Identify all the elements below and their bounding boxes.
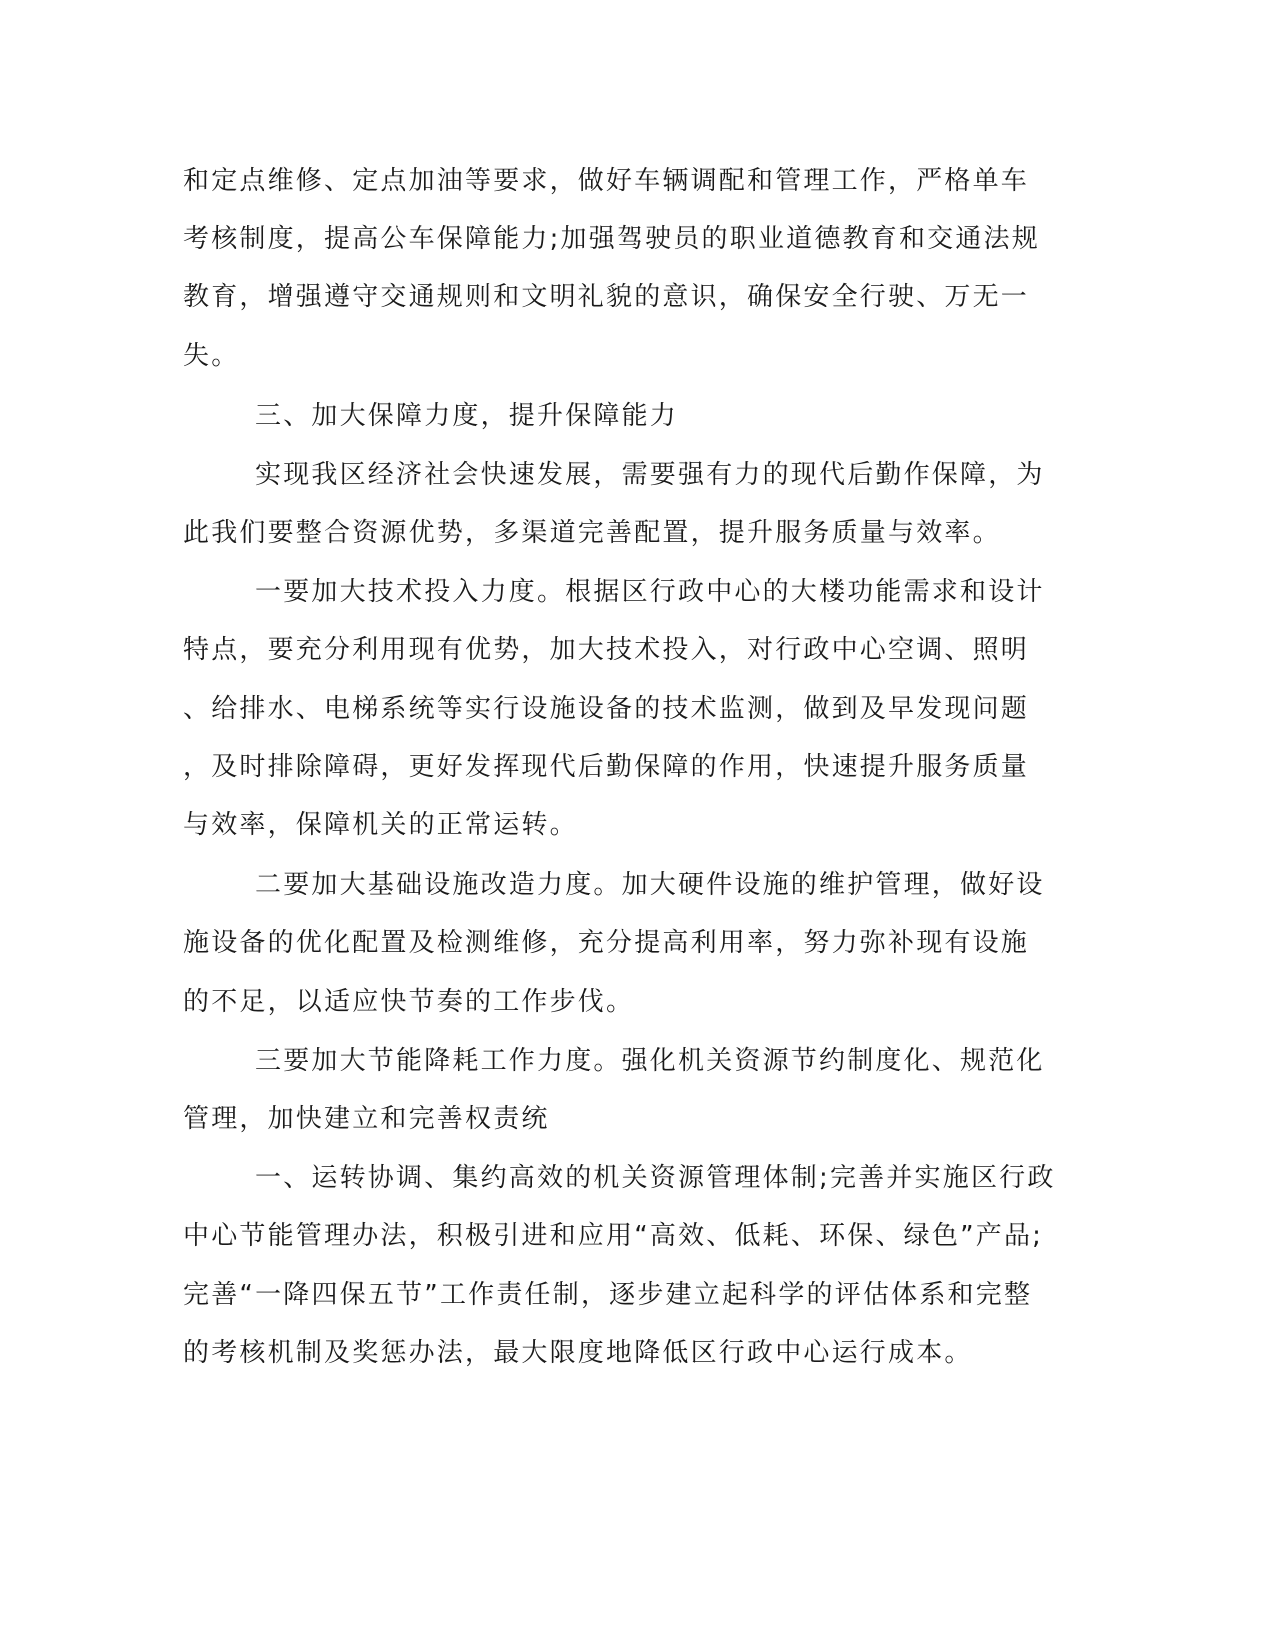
- text-line: 一要加大技术投入力度。根据区行政中心的大楼功能需求和设计: [255, 577, 1045, 607]
- text-line: 中心节能管理办法，积极引进和应用“高效、低耗、环保、绿色”产品;: [183, 1221, 1044, 1251]
- text-line: 施设备的优化配置及检测维修，充分提高利用率，努力弥补现有设施: [183, 928, 1030, 958]
- text-line: 与效率，保障机关的正常运转。: [183, 810, 578, 840]
- text-line: 失。: [183, 341, 240, 371]
- text-line: 的考核机制及奖惩办法，最大限度地降低区行政中心运行成本。: [183, 1338, 973, 1368]
- text-line: 和定点维修、定点加油等要求，做好车辆调配和管理工作，严格单车: [183, 166, 1030, 196]
- text-line: ，及时排除障碍，更好发挥现代后勤保障的作用，快速提升服务质量: [183, 752, 1030, 782]
- text-line: 完善“一降四保五节”工作责任制，逐步建立起科学的评估体系和完整: [183, 1280, 1033, 1310]
- text-line: 教育，增强遵守交通规则和文明礼貌的意识，确保安全行驶、万无一: [183, 282, 1030, 312]
- text-line: 实现我区经济社会快速发展，需要强有力的现代后勤作保障，为: [255, 460, 1045, 490]
- section-heading: 三、加大保障力度，提升保障能力: [255, 401, 679, 431]
- text-line: 、给排水、电梯系统等实行设施设备的技术监测，做到及早发现问题: [183, 694, 1030, 724]
- text-line: 的不足，以适应快节奏的工作步伐。: [183, 987, 635, 1017]
- text-line: 此我们要整合资源优势，多渠道完善配置，提升服务质量与效率。: [183, 518, 1001, 548]
- text-line: 管理，加快建立和完善权责统: [183, 1104, 550, 1134]
- text-line: 一、运转协调、集约高效的机关资源管理体制;完善并实施区行政: [255, 1163, 1056, 1193]
- text-line: 二要加大基础设施改造力度。加大硬件设施的维护管理，做好设: [255, 870, 1045, 900]
- text-line: 特点，要充分利用现有优势，加大技术投入，对行政中心空调、照明: [183, 635, 1030, 665]
- text-line: 考核制度，提高公车保障能力;加强驾驶员的职业道德教育和交通法规: [183, 224, 1040, 254]
- text-line: 三要加大节能降耗工作力度。强化机关资源节约制度化、规范化: [255, 1046, 1045, 1076]
